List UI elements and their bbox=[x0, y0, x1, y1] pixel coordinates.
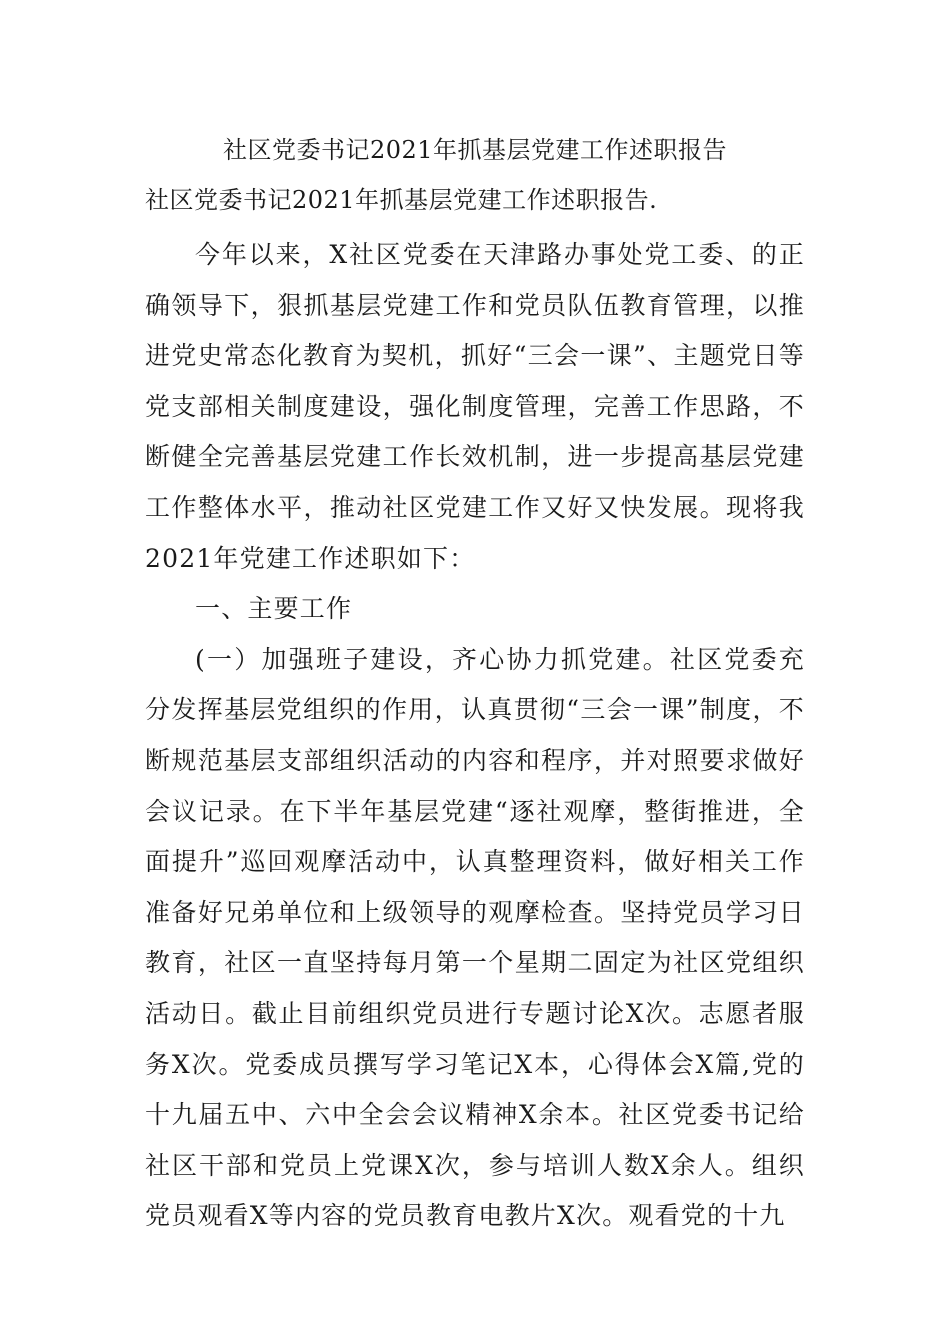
paragraph-team-building: (一）加强班子建设，齐心协力抓党建。社区党委充分发挥基层党组织的作用，认真贯彻“三会一课”制度，不断规范基层支部组织活动的内容和程序，并对照要求做好会议记录。在下半年基层党建“逐社观摩，整街推进，全面提升”巡回观摩活动中，认真整理资料，做好相关工作准备好兄弟单位和上级领导的观摩检查。坚持党员学习日教育，社区一直坚持每月第一个星期二固定为社区党组织活动日。截止目前组织党员进行专题讨论X次。志愿者服务X次。党委成员撰写学习笔记X本，心得体会X篇,党的十九届五中、六中全会会议精神X余本。社区党委书记给社区干部和党员上党课X次，参与培训人数X余人。组织党员观看X等内容的党员教育电教片X次。观看党的十九 bbox=[145, 644, 805, 1231]
document-title: 社区党委书记2021年抓基层党建工作述职报告 bbox=[222, 136, 728, 164]
document-body bbox=[145, 230, 805, 1242]
paragraph-intro: 今年以来，X社区党委在天津路办事处党工委、的正确领导下，狠抓基层党建工作和党员队伍教育管理，以推进党史常态化教育为契机，抓好“三会一课”、主题党日等党支部相关制度建设，强化制度管理，完善工作思路，不断健全完善基层党建工作长效机制，进一步提高基层党建工作整体水平，推动社区党建工作又好又快发展。现将我2021年党建工作述职如下： bbox=[145, 240, 805, 573]
document-subtitle: 社区党委书记2021年抓基层党建工作述职报告. bbox=[145, 186, 658, 214]
section-heading-main-work: 一、主要工作 bbox=[195, 594, 353, 624]
